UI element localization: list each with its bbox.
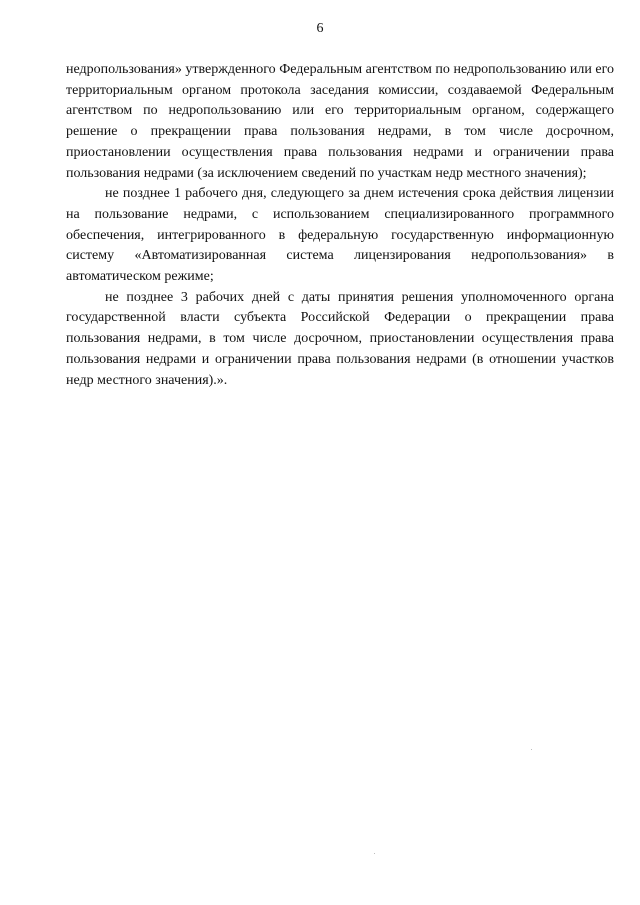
document-body xyxy=(66,60,614,391)
scan-speck xyxy=(374,853,375,854)
paragraph-continuation: недропользования» утвержденного Федеральным агентством по недропользованию или его территориальным органом протокола заседания комиссии, создаваемой Федеральным агентством по недропользованию или его территориальным органом, содержащего решение о прекращении права пользования недрами, в том числе досрочном, приостановлении осуществления права пользования недрами и ограничении права пользования недрами (за исключением сведений по участкам недр местного значения); xyxy=(66,62,614,181)
paragraph-license-expiry: не позднее 1 рабочего дня, следующего за днем истечения срока действия лицензии на пользование недрами, с использованием специализированного программного обеспечения, интегрированного в федеральную государственную информационную систему «Автоматизированная система лицензирования недропользования» в автоматическом режиме; xyxy=(66,186,614,285)
scan-speck xyxy=(531,749,532,750)
paragraph-regional-decision: не позднее 3 рабочих дней с даты принятия решения уполномоченного органа государственной власти субъекта Российской Федерации о прекращении права пользования недрами, в том числе досрочном, приостановлении осуществления права пользования недрами и ограничении права пользования недрами (в отношении участков недр местного значения).». xyxy=(66,289,614,388)
page-number: 6 xyxy=(316,21,324,36)
